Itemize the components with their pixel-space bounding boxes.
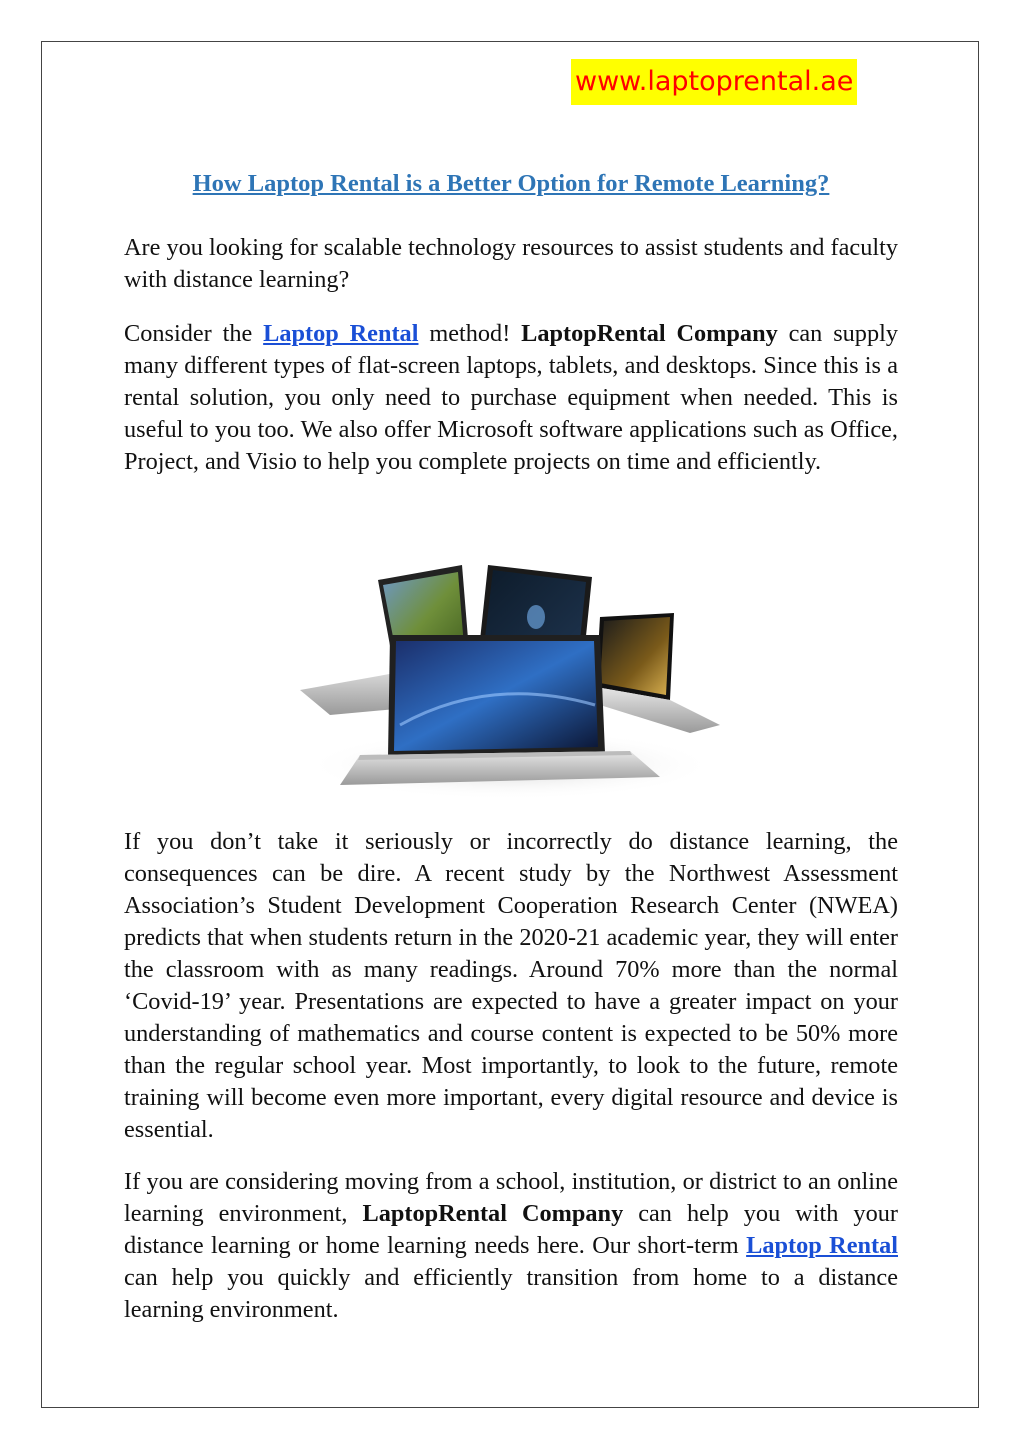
laptop-rental-link-2[interactable]: Laptop Rental <box>746 1232 898 1259</box>
laptop-rental-link[interactable]: Laptop Rental <box>263 320 419 347</box>
article-title: How Laptop Rental is a Better Option for Remote Learning? <box>192 170 830 197</box>
paragraph-consequences: If you don’t take it seriously or incorrectly do distance learning, the consequences can be dire. A recent study by the Northwest Assessment Association’s Student Development Cooperation Research Center (NWEA) predicts that when students return in the 2020-21 academic year, they will enter the classroom with as many readings. Around 70% more than the normal ‘Covid-19’ year. Presentations are expected to have a greater impact on your understanding of mathematics and course content is expected to be 50% more than the regular school year. Most importantly, to look to the future, remote training will become even more important, every digital resource and device is essential. <box>124 828 898 1143</box>
p4-text-rest: can help you quickly and efficiently transition from home to a distance learning environment. <box>124 1264 898 1323</box>
site-url-banner[interactable]: www.laptoprental.ae <box>571 59 857 105</box>
p2-text-rest: can supply many different types of flat-screen laptops, tablets, and desktops. Since this is a rental solution, you only need to purchase equipment when needed. This is useful to you too. We also offer Microsoft software applications such as Office, Project, and Visio to help you complete projects on time and efficiently. <box>124 320 898 475</box>
laptop-right-screen <box>600 617 670 695</box>
paragraph-online-transition <box>124 1166 898 1326</box>
laptops-image <box>300 555 720 800</box>
paragraph-intro: Are you looking for scalable technology resources to assist students and faculty with distance learning? <box>124 234 898 293</box>
p2-text-before-link: Consider the <box>124 320 264 347</box>
p4-text-middle: can help you with your distance learning or home learning needs here. Our short-term <box>124 1200 898 1259</box>
company-name-bold-2: LaptopRental Company <box>362 1200 624 1227</box>
paragraph-laptop-rental-method <box>124 318 898 478</box>
p4-text-before-company: If you are considering moving from a school, institution, or district to an online learning environment, <box>124 1168 898 1227</box>
company-name-bold: LaptopRental Company <box>521 320 778 347</box>
p2-text-after-link: method! <box>418 320 522 347</box>
